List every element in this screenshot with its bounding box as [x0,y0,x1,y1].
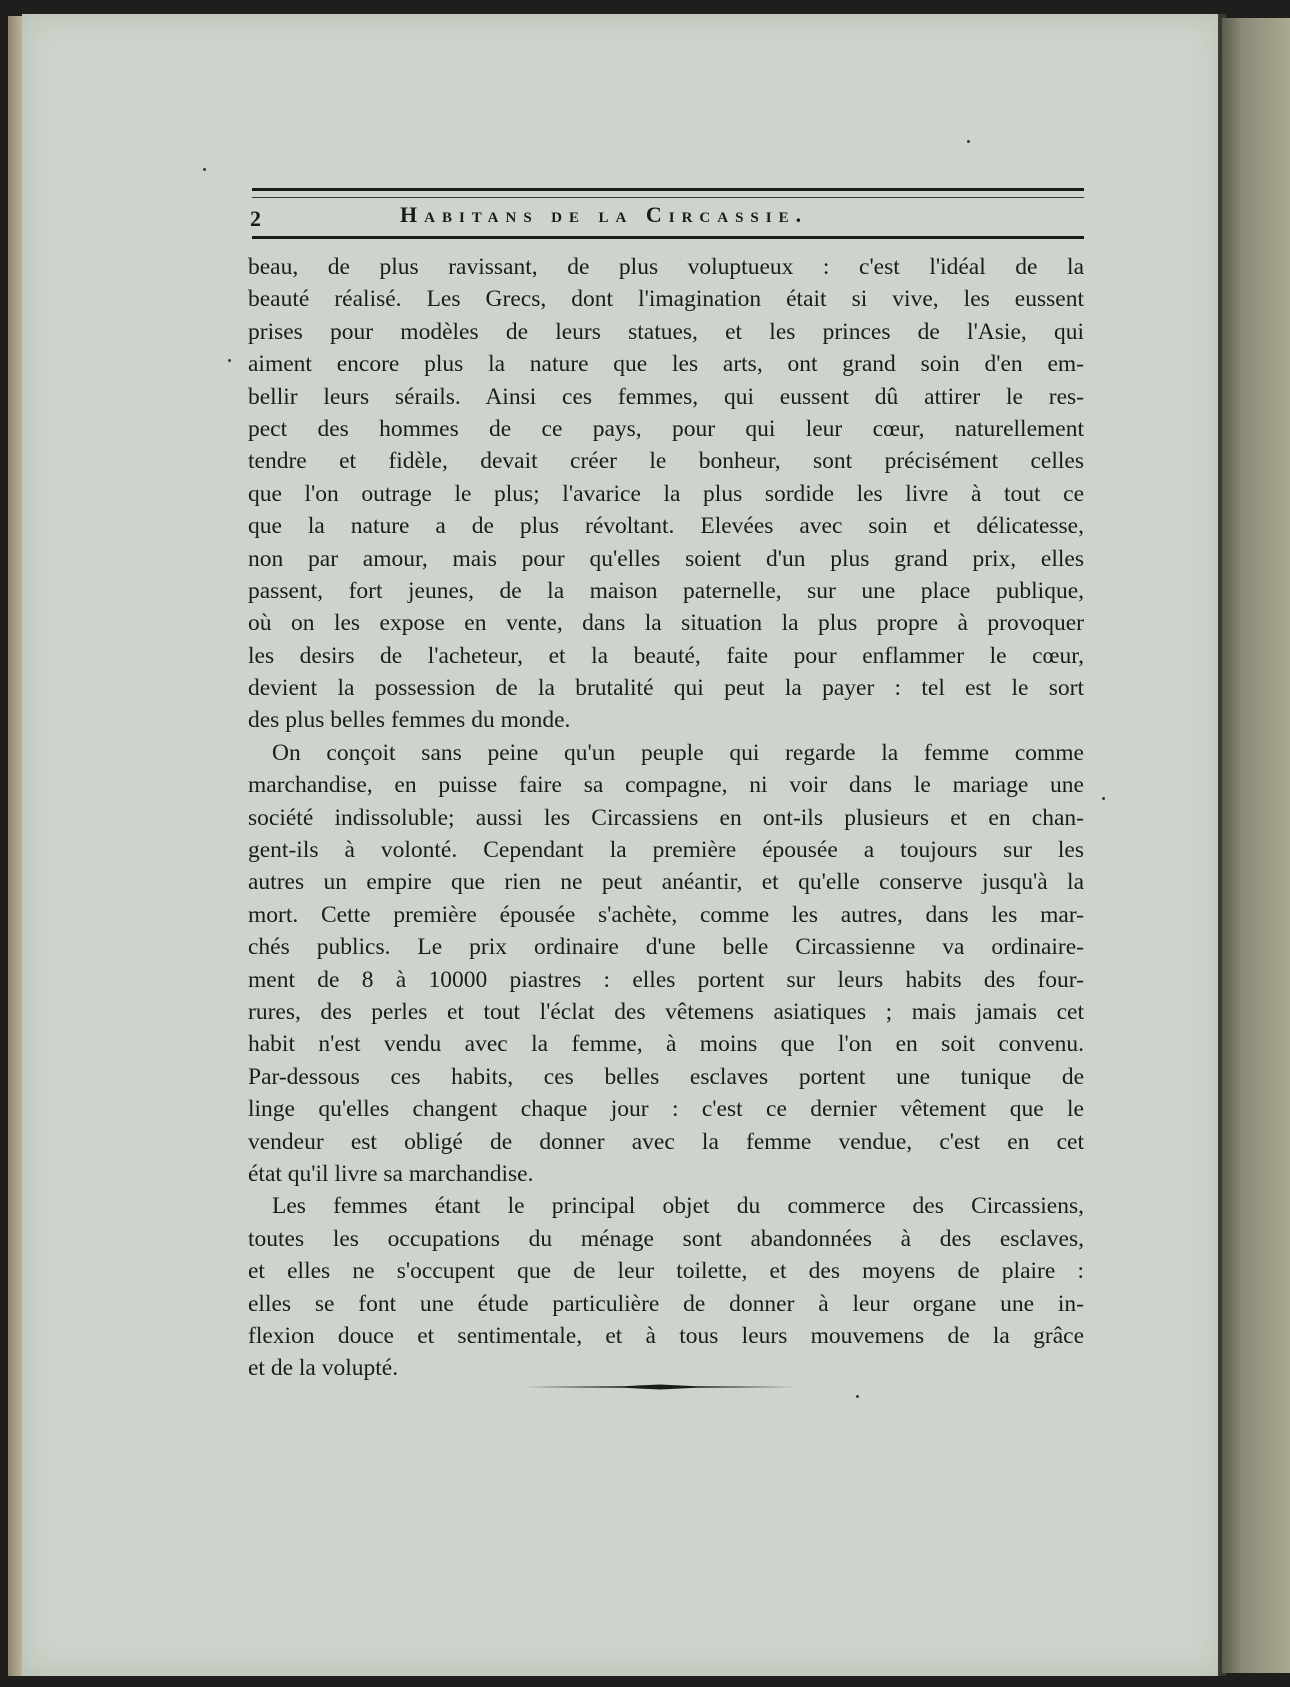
text-line: ment de 8 à 10000 piastres : elles portent sur leurs habits des four- [248,966,1084,993]
text-line: Par-dessous ces habits, ces belles esclaves portent une tunique de [248,1063,1084,1090]
text-line: beau, de plus ravissant, de plus voluptueux : c'est l'idéal de la [248,254,1084,280]
text-line: aiment encore plus la nature que les arts, ont grand soin d'en em- [248,351,1084,378]
text-line: pect des hommes de ce pays, pour qui leur cœur, naturellement [248,415,1084,442]
text-line: que la nature a de plus révoltant. Elevées avec soin et délicatesse, [248,513,1084,540]
text-line: habit n'est vendu avec la femme, à moins que l'on en soit convenu. [248,1031,1084,1058]
text-line: mort. Cette première épousée s'achète, comme les autres, dans les mar- [248,901,1084,928]
text-line: bellir leurs sérails. Ainsi ces femmes, qui eussent dû attirer le res- [248,383,1084,410]
paragraph-end-line: des plus belles femmes du monde. [248,707,571,734]
text-line: que l'on outrage le plus; l'avarice la plus sordide les livre à tout ce [248,480,1084,507]
page-number: 2 [250,206,261,231]
text-line: société indissoluble; aussi les Circassiens en ont-ils plusieurs et en chan- [248,804,1084,831]
text-line: tendre et fidèle, devait créer le bonheur, sont précisément celles [248,448,1084,475]
paper-speck [967,140,970,143]
running-head-title: Habitans de la Circassie. [400,202,809,227]
text-line: passent, fort jeunes, de la maison paternelle, sur une place publique, [248,577,1084,604]
text-line: flexion douce et sentimentale, et à tous leurs mouvemens de la grâce [248,1322,1084,1349]
body-text [248,251,1084,1385]
text-line: beauté réalisé. Les Grecs, dont l'imagination était si vive, les eussent [248,286,1084,313]
paragraph-start-line: On conçoit sans peine qu'un peuple qui regarde la femme comme [272,739,1084,766]
text-line: où on les expose en vente, dans la situation la plus propre à provoquer [248,610,1084,637]
text-line: elles se font une étude particulière de donner à leur organe une in- [248,1290,1084,1317]
text-line: les desirs de l'acheteur, et la beauté, faite pour enflammer le cœur, [248,642,1084,669]
tailpiece-ornament [524,1384,796,1390]
running-head [248,198,1090,234]
text-line: gent-ils à volonté. Cependant la première épousée a toujours sur les [248,837,1084,864]
paper-speck [228,359,231,362]
paper-speck [1102,797,1105,800]
text-line: marchandise, en puisse faire sa compagne, ni voir dans le mariage une [248,772,1084,799]
text-line: vendeur est obligé de donner avec la femme vendue, c'est en cet [248,1128,1084,1155]
paragraph-end-line: état qu'il livre sa marchandise. [248,1160,534,1187]
text-line: devient la possession de la brutalité qui peut la payer : tel est le sort [248,675,1084,702]
paragraph-end-line: et de la volupté. [248,1355,399,1382]
text-line: rures, des perles et tout l'éclat des vêtemens asiatiques ; mais jamais cet [248,998,1084,1025]
paper-speck [856,1395,859,1398]
text-line: non par amour, mais pour qu'elles soient d'un plus grand prix, elles [248,545,1084,572]
paragraph-start-line: Les femmes étant le principal objet du commerce des Circassiens, [272,1193,1084,1220]
text-line: prises pour modèles de leurs statues, et les princes de l'Asie, qui [248,318,1084,345]
next-page-edge [1222,18,1290,1673]
text-line: et elles ne s'occupent que de leur toilette, et des moyens de plaire : [248,1258,1084,1285]
text-line: toutes les occupations du ménage sont abandonnées à des esclaves, [248,1225,1084,1252]
text-line: linge qu'elles changent chaque jour : c'est ce dernier vêtement que le [248,1096,1084,1123]
text-line: autres un empire que rien ne peut anéantir, et qu'elle conserve jusqu'à la [248,869,1084,896]
header-rule-top [252,188,1084,198]
text-line: chés publics. Le prix ordinaire d'une belle Circassienne va ordinaire- [248,934,1084,961]
header-rule-bottom [252,236,1084,239]
paper-speck [203,168,206,171]
